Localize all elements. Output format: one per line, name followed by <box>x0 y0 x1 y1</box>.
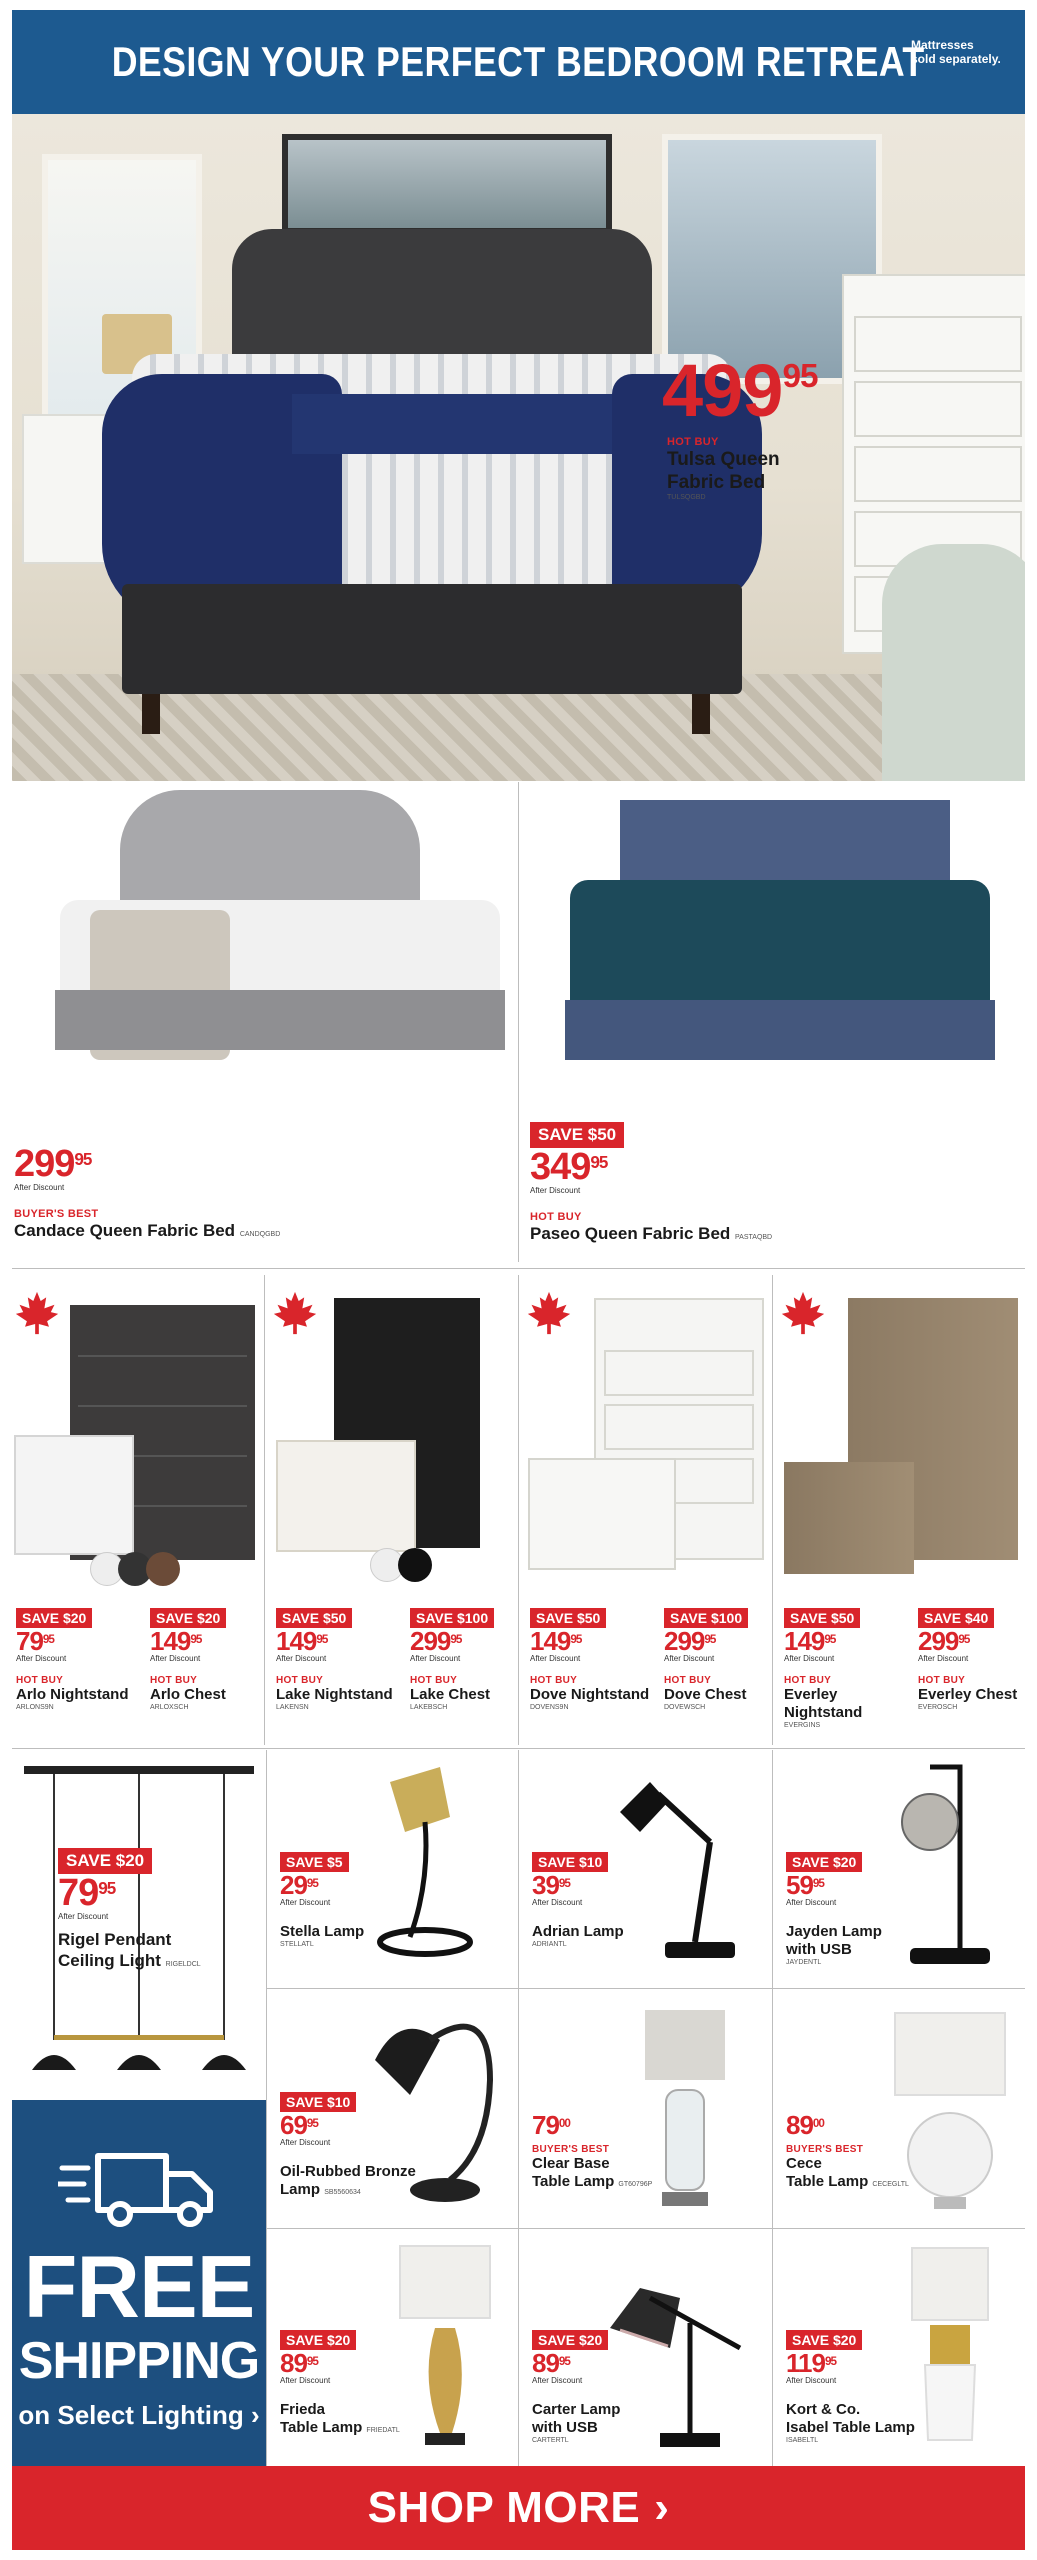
dove-chest-offer[interactable] <box>664 1608 770 1711</box>
product-sku: EVEROSCH <box>918 1704 958 1711</box>
hero-tag: HOT BUY <box>667 436 719 448</box>
product-sku: FRIEDATL <box>366 2427 400 2434</box>
page-headline: DESIGN YOUR PERFECT BEDROOM RETREAT <box>112 38 925 85</box>
after-discount: After Discount <box>532 1898 583 1907</box>
product-sku: LAKENSN <box>276 1704 309 1711</box>
product-price: $299^{95}$ <box>410 1626 462 1656</box>
product-price: $299^{95}$ <box>918 1626 970 1656</box>
after-discount: After Discount <box>16 1654 67 1663</box>
save-badge: SAVE $50 <box>530 1608 606 1628</box>
free-shipping-line3: on Select Lighting › <box>18 2400 260 2430</box>
product-sku: ADRIANTL <box>532 1941 567 1948</box>
hero-product-label[interactable] <box>667 436 780 501</box>
stella-offer[interactable] <box>280 1852 364 1948</box>
divider <box>12 1268 1025 1269</box>
product-price: $149^{95}$ <box>530 1626 582 1656</box>
product-sku: PASTAQBD <box>735 1234 773 1241</box>
paseo-offer[interactable] <box>530 1122 772 1248</box>
everley-chest-offer[interactable] <box>918 1608 1024 1711</box>
product-sku: LAKEBSCH <box>410 1704 448 1711</box>
after-discount: After Discount <box>150 1654 201 1663</box>
candace-price: $299^{95}$ <box>14 1143 92 1185</box>
dresser-drawer <box>854 446 1022 502</box>
product-price: $149^{95}$ <box>276 1626 328 1656</box>
free-shipping-line2: SHIPPING <box>18 2332 260 2390</box>
product-price: $69^{95}$ <box>280 2110 318 2140</box>
isabel-lamp-image[interactable] <box>900 2240 1000 2460</box>
bed-cover <box>570 880 990 1020</box>
product-price: $29^{95}$ <box>280 1870 318 1900</box>
save-badge: SAVE $50 <box>784 1608 860 1628</box>
lake-nightstand-offer[interactable] <box>276 1608 406 1711</box>
wall-art <box>282 134 612 234</box>
cece-offer[interactable] <box>786 2112 909 2194</box>
product-tag: HOT BUY <box>918 1675 966 1686</box>
divider <box>518 1750 519 2466</box>
product-price: $89^{95}$ <box>532 2348 570 2378</box>
product-name: Lake Nightstand <box>276 1686 393 1703</box>
arlo-chest-offer[interactable] <box>150 1608 260 1711</box>
shop-more-button[interactable] <box>12 2466 1025 2550</box>
product-tag: HOT BUY <box>16 1675 64 1686</box>
clear-base-offer[interactable] <box>532 2112 652 2194</box>
after-discount: After Discount <box>58 1912 109 1921</box>
after-discount: After Discount <box>530 1654 581 1663</box>
pendant-offer[interactable] <box>58 1848 258 1975</box>
save-badge: SAVE $20 <box>532 2330 608 2350</box>
delivery-truck-icon <box>58 2142 218 2232</box>
product-name-line2: Lamp <box>280 2181 321 2198</box>
product-price: $79^{95}$ <box>58 1872 116 1914</box>
after-discount: After Discount <box>280 2376 331 2385</box>
product-name-line1: Jayden Lamp <box>786 1923 882 1940</box>
product-name-line2: with USB <box>532 2419 598 2436</box>
lake-chest-offer[interactable] <box>410 1608 516 1711</box>
product-sku: CECEGLTL <box>872 2181 909 2188</box>
candace-offer[interactable] <box>14 1145 280 1245</box>
divider <box>266 2228 1025 2229</box>
hero-bed-base <box>122 584 742 694</box>
save-badge: SAVE $5 <box>280 1852 349 1872</box>
save-badge: SAVE $10 <box>280 2092 356 2112</box>
product-price: $89^{95}$ <box>280 2348 318 2378</box>
everley-nightstand-offer[interactable] <box>784 1608 904 1729</box>
after-discount: After Discount <box>530 1186 581 1195</box>
product-tag: HOT BUY <box>150 1675 198 1686</box>
product-name-line2: Table Lamp <box>786 2173 869 2190</box>
product-name: Everley Chest <box>918 1686 1018 1703</box>
product-tag: HOT BUY <box>530 1675 578 1686</box>
product-sku: ISABELTL <box>786 2437 819 2444</box>
bronze-offer[interactable] <box>280 2092 416 2202</box>
product-sku: SB5560634 <box>324 2189 361 2196</box>
product-sku: STELLATL <box>280 1941 314 1948</box>
save-badge: SAVE $20 <box>16 1608 92 1628</box>
top-banner <box>12 10 1025 114</box>
maple-leaf-icon <box>14 1290 60 1336</box>
candace-bed-image[interactable] <box>20 790 520 1070</box>
after-discount: After Discount <box>784 1654 835 1663</box>
frieda-offer[interactable] <box>280 2330 400 2440</box>
divider <box>772 1275 773 1745</box>
jayden-lamp-image[interactable] <box>890 1762 1000 1972</box>
product-name: Dove Chest <box>664 1686 747 1703</box>
save-badge: SAVE $100 <box>410 1608 494 1628</box>
chevron-right-icon: › <box>654 2483 670 2532</box>
save-badge: SAVE $100 <box>664 1608 748 1628</box>
product-name-line1: Oil-Rubbed Bronze <box>280 2163 416 2180</box>
product-name-line1: Cece <box>786 2155 822 2172</box>
hero-image[interactable] <box>12 114 1025 781</box>
product-price: $79^{95}$ <box>16 1626 54 1656</box>
adrian-offer[interactable] <box>532 1852 624 1948</box>
product-sku: RIGELDCL <box>165 1961 201 1968</box>
product-price: $149^{95}$ <box>150 1626 202 1656</box>
save-badge: SAVE $20 <box>786 2330 862 2350</box>
shop-more-label: SHOP MORE <box>367 2483 641 2532</box>
hero-bed-leg <box>692 694 710 734</box>
product-tag: HOT BUY <box>784 1675 832 1686</box>
free-shipping-line1: FREE <box>23 2237 255 2336</box>
save-badge: SAVE $20 <box>150 1608 226 1628</box>
hero-runner <box>292 394 612 454</box>
product-name-line1: Rigel Pendant <box>58 1930 172 1949</box>
product-name-line1: Stella Lamp <box>280 1923 365 1940</box>
stella-lamp-image[interactable] <box>370 1762 490 1962</box>
product-sku: EVERGINS <box>784 1722 821 1729</box>
maple-leaf-icon <box>526 1290 572 1336</box>
divider <box>518 1275 519 1745</box>
save-badge: SAVE $20 <box>280 2330 356 2350</box>
dresser-drawer <box>854 316 1022 372</box>
product-price: $299^{95}$ <box>664 1626 716 1656</box>
product-tag: HOT BUY <box>530 1211 582 1223</box>
product-name-line1: Adrian Lamp <box>532 1923 624 1940</box>
lake-nightstand-image[interactable] <box>276 1440 416 1552</box>
product-name-line2: Table Lamp <box>532 2173 615 2190</box>
product-sku: ARLONS9N <box>16 1704 54 1711</box>
divider <box>266 1750 267 2466</box>
after-discount: After Discount <box>280 2138 331 2147</box>
dove-nightstand-image[interactable] <box>528 1458 676 1570</box>
product-price: $89^{00}$ <box>786 2110 824 2140</box>
paseo-bed-image[interactable] <box>540 800 1020 1080</box>
paseo-price: $349^{95}$ <box>530 1146 608 1188</box>
save-badge: SAVE $50 <box>276 1608 352 1628</box>
divider <box>264 1275 265 1745</box>
divider <box>12 1748 1025 1749</box>
hero-bed-leg <box>142 694 160 734</box>
product-tag: BUYER'S BEST <box>532 2144 610 2155</box>
product-name: Paseo Queen Fabric Bed <box>530 1224 731 1243</box>
after-discount: After Discount <box>786 1898 837 1907</box>
product-sku: DOVENS9N <box>530 1704 569 1711</box>
product-name-line2: Isabel Table Lamp <box>786 2419 915 2436</box>
product-sku: CARTERTL <box>532 2437 569 2444</box>
after-discount: After Discount <box>664 1654 715 1663</box>
bed-frame <box>55 990 505 1050</box>
product-name: Candace Queen Fabric Bed <box>14 1221 236 1240</box>
divider <box>266 1988 1025 1989</box>
product-sku: GT60796P <box>618 2181 653 2188</box>
adrian-lamp-image[interactable] <box>610 1762 760 1972</box>
product-price: $79^{00}$ <box>532 2110 570 2140</box>
product-tag: HOT BUY <box>664 1675 712 1686</box>
divider <box>772 1750 773 2466</box>
after-discount: After Discount <box>14 1183 65 1192</box>
product-sku: JAYDENTL <box>786 1959 822 1966</box>
after-discount: After Discount <box>786 2376 837 2385</box>
after-discount: After Discount <box>280 1898 331 1907</box>
hero-name-line1: Tulsa Queen <box>667 449 780 470</box>
product-name: Everley Nightstand <box>784 1686 863 1721</box>
after-discount: After Discount <box>918 1654 969 1663</box>
product-tag: HOT BUY <box>410 1675 458 1686</box>
product-name-line2: with USB <box>786 1941 852 1958</box>
product-price: $59^{95}$ <box>786 1870 824 1900</box>
frieda-lamp-image[interactable] <box>390 2238 500 2458</box>
dove-nightstand-offer[interactable] <box>530 1608 660 1711</box>
mattress-note: Mattresses sold separately. <box>911 38 1001 66</box>
product-name: Dove Nightstand <box>530 1686 650 1703</box>
product-name: Arlo Chest <box>150 1686 226 1703</box>
hero-name-line2: Fabric Bed <box>667 472 766 493</box>
product-name: Lake Chest <box>410 1686 491 1703</box>
product-tag: HOT BUY <box>276 1675 324 1686</box>
product-name-line1: Clear Base <box>532 2155 610 2172</box>
jayden-offer[interactable] <box>786 1852 882 1966</box>
product-name-line1: Kort & Co. <box>786 2401 861 2418</box>
bed-frame <box>565 1000 995 1060</box>
after-discount: After Discount <box>276 1654 327 1663</box>
save-badge: SAVE $50 <box>530 1122 624 1148</box>
hero-sku: TULSQGBD <box>667 494 706 501</box>
product-tag: BUYER'S BEST <box>786 2144 864 2155</box>
isabel-offer[interactable] <box>786 2330 915 2444</box>
arlo-nightstand-image[interactable] <box>14 1435 134 1555</box>
save-badge: SAVE $20 <box>58 1848 152 1874</box>
product-price: $119^{95}$ <box>786 2348 836 2378</box>
product-name-line2: Table Lamp <box>280 2419 363 2436</box>
save-badge: SAVE $20 <box>786 1852 862 1872</box>
product-sku: CANDQGBD <box>239 1231 281 1238</box>
product-price: $149^{95}$ <box>784 1626 836 1656</box>
color-swatches <box>370 1548 434 1582</box>
product-price: $39^{95}$ <box>532 1870 570 1900</box>
product-name: Arlo Nightstand <box>16 1686 129 1703</box>
everley-nightstand-image[interactable] <box>784 1462 914 1574</box>
after-discount: After Discount <box>532 2376 583 2385</box>
carter-offer[interactable] <box>532 2330 620 2444</box>
product-name-line1: Frieda <box>280 2401 326 2418</box>
chevron-right-icon: › <box>250 2400 260 2430</box>
product-sku: ARLOXSCH <box>150 1704 189 1711</box>
product-sku: DOVEWSCH <box>664 1704 706 1711</box>
save-badge: SAVE $40 <box>918 1608 994 1628</box>
hero-chair <box>882 544 1025 781</box>
dresser-drawer <box>854 381 1022 437</box>
maple-leaf-icon <box>780 1290 826 1336</box>
hero-price: $499^{95}$ <box>662 349 818 432</box>
arlo-nightstand-offer[interactable] <box>16 1608 146 1711</box>
product-name-line2: Ceiling Light <box>58 1951 161 1970</box>
maple-leaf-icon <box>272 1290 318 1336</box>
color-swatches <box>90 1552 180 1586</box>
product-name-line1: Carter Lamp <box>532 2401 621 2418</box>
product-tag: BUYER'S BEST <box>14 1208 99 1220</box>
after-discount: After Discount <box>410 1654 461 1663</box>
free-shipping-panel[interactable] <box>12 2100 266 2470</box>
save-badge: SAVE $10 <box>532 1852 608 1872</box>
